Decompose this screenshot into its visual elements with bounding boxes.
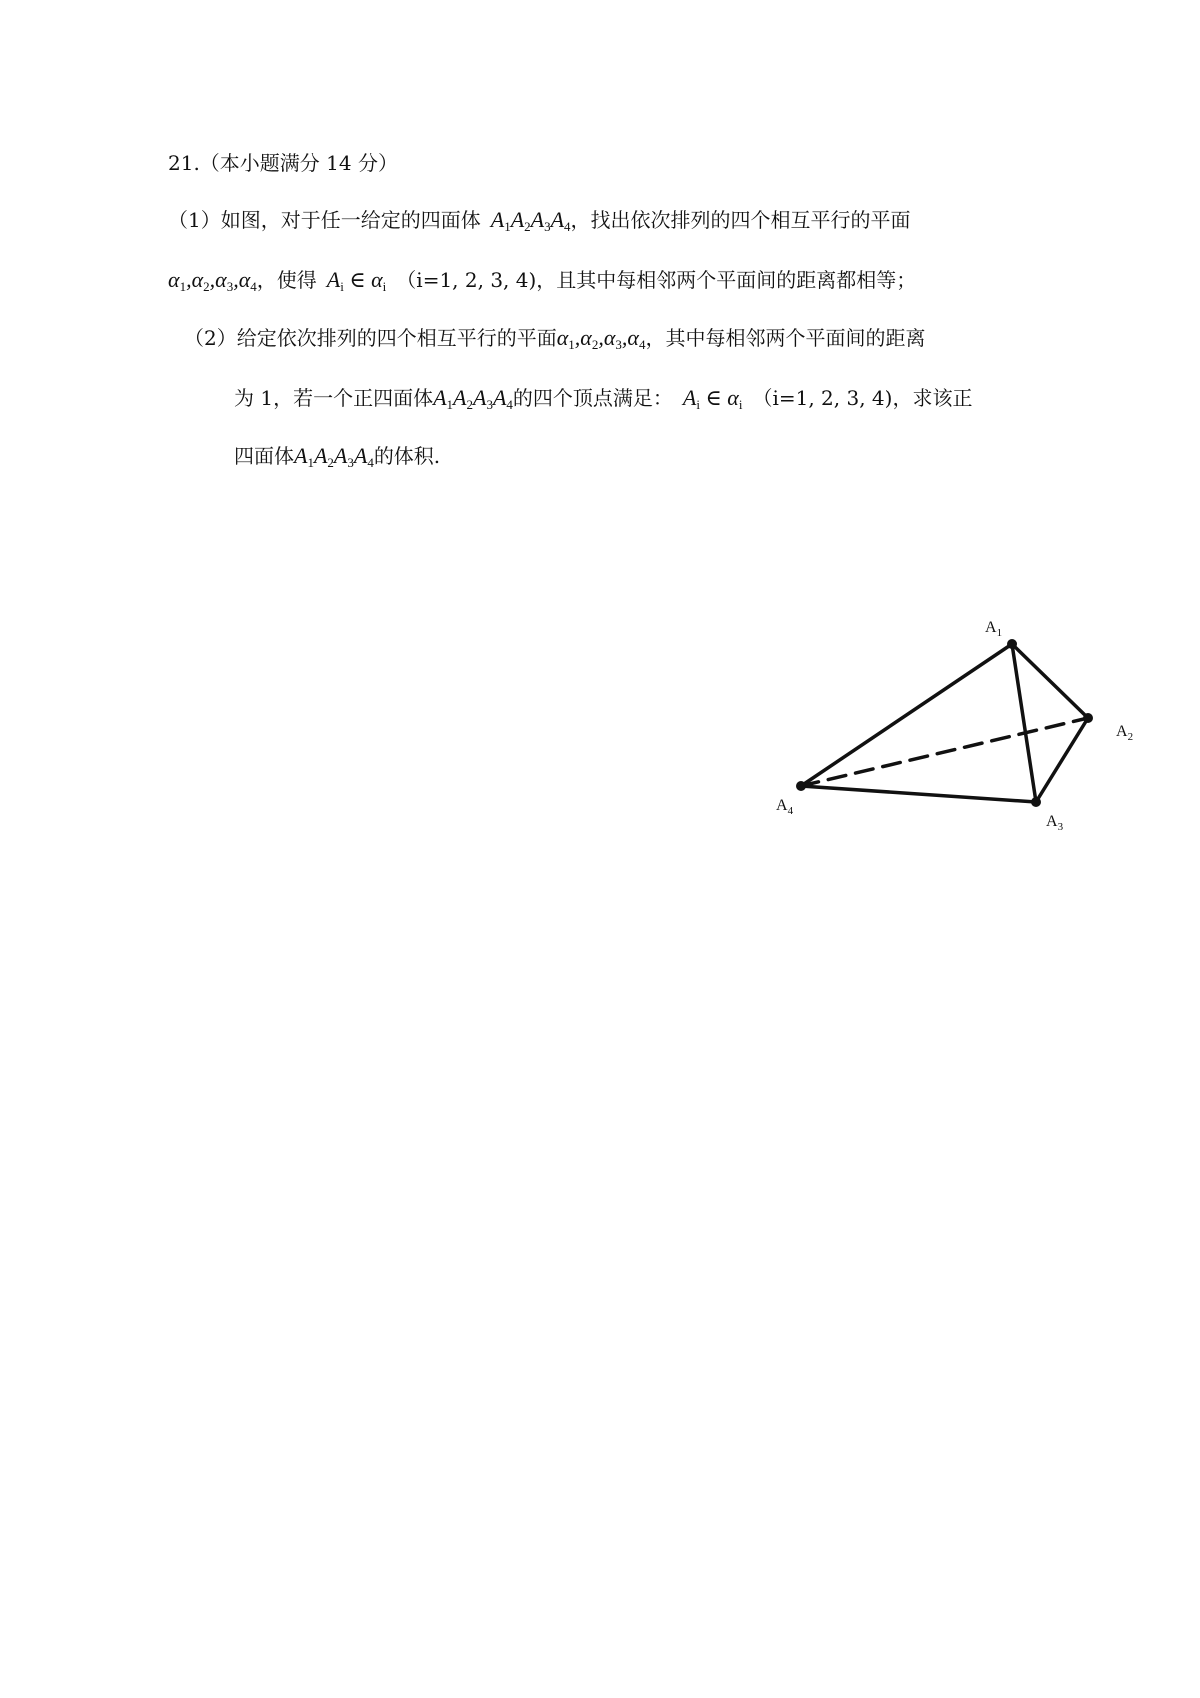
edge bbox=[801, 786, 1036, 802]
tetrahedron-symbol: $A_1A_2A_3A_4$ bbox=[294, 443, 374, 470]
tetrahedron-edges bbox=[801, 644, 1088, 802]
vertex-dot-1 bbox=[1007, 639, 1017, 649]
membership-symbol: $A_i$ ∈ $\alpha_i$ bbox=[682, 385, 743, 412]
hidden-edge bbox=[801, 718, 1088, 786]
tetrahedron-symbol: $A_1A_2A_3A_4$ bbox=[433, 385, 513, 412]
vertex-label-4: $A_4$ bbox=[776, 797, 794, 817]
problem-header: 21.（本小题满分 14 分） bbox=[168, 151, 398, 175]
vertex-label-2: $A_2$ bbox=[1116, 723, 1134, 743]
tetrahedron-labels bbox=[776, 619, 1133, 833]
part1-line2: $\alpha_1,\alpha_2,\alpha_3,\alpha_4$，使得 $A_i$ ∈ $\alpha_i$ （i=1, 2, 3, 4)，且其中每相邻两个平面间的距离都相等； bbox=[168, 267, 917, 294]
edge bbox=[1012, 644, 1088, 718]
vertex-dot-3 bbox=[1031, 797, 1041, 807]
vertex-label-3: $A_3$ bbox=[1046, 813, 1064, 833]
vertex-dot-2 bbox=[1083, 713, 1093, 723]
vertex-dot-4 bbox=[796, 781, 806, 791]
edge bbox=[1036, 718, 1088, 802]
edge bbox=[801, 644, 1012, 786]
part1-line1: （1）如图，对于任一给定的四面体 $A_1A_2A_3A_4$，找出依次排列的四个相互平行的平面 bbox=[168, 207, 911, 234]
membership-symbol: $A_i$ ∈ $\alpha_i$ bbox=[326, 267, 387, 294]
part2-line3: 四面体$A_1A_2A_3A_4$的体积. bbox=[234, 443, 441, 470]
vertex-label-1: $A_1$ bbox=[985, 619, 1003, 639]
edge bbox=[1012, 644, 1036, 802]
planes-symbol: $\alpha_1,\alpha_2,\alpha_3,\alpha_4$ bbox=[556, 325, 646, 352]
planes-symbol: $\alpha_1,\alpha_2,\alpha_3,\alpha_4$ bbox=[168, 267, 257, 294]
part2-line2: 为 1，若一个正四面体$A_1A_2A_3A_4$的四个顶点满足： $A_i$ ∈ $\alpha_i$ （i=1, 2, 3, 4)，求该正 bbox=[234, 385, 973, 412]
part2-line1: （2）给定依次排列的四个相互平行的平面$\alpha_1,\alpha_2,\alpha_3,\alpha_4$，其中每相邻两个平面间的距离 bbox=[184, 325, 926, 352]
tetrahedron-symbol: $A_1A_2A_3A_4$ bbox=[490, 207, 571, 234]
tetrahedron-vertices bbox=[796, 639, 1093, 807]
